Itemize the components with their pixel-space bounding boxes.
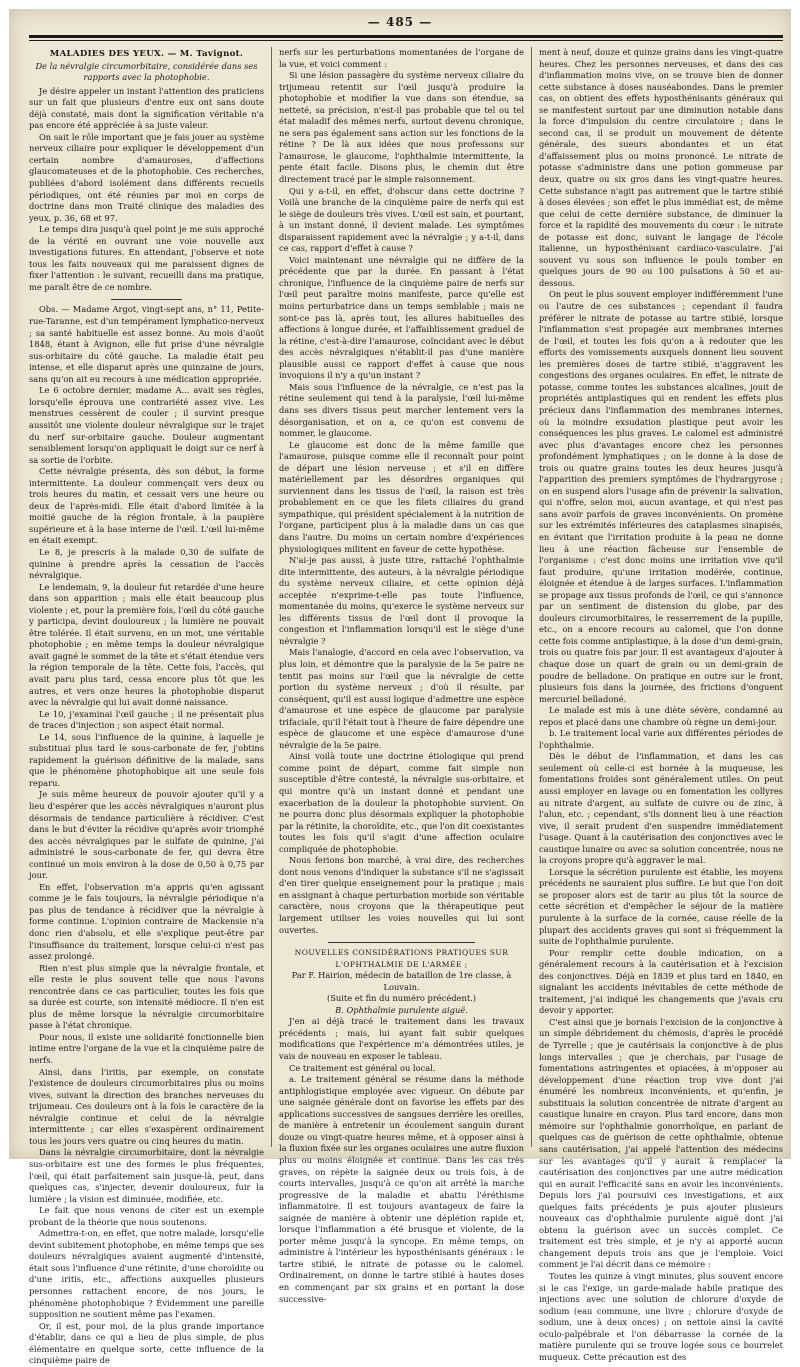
separator	[111, 299, 182, 300]
paragraph: Cette névralgie présenta, dès son début, la forme intermittente. La douleur commençait vers deux ou trois heures du matin, et cessait vers une heure ou deux de l'après-midi. Elle était d'abord limitée à la moitié gauche de la région frontale, à la paupière supérieure et à la base interne de l'œil. L'œil lui-même en était exempt.	[29, 466, 264, 546]
paragraph: Le 8, je prescris à la malade 0,30 de sulfate de quinine à prendre après la cessation de l'accès névralgique.	[29, 546, 264, 581]
paragraph: C'est ainsi que je bornais l'excision de la conjonctive à un simple débridement du chémosis, d'après le procédé de Tyrrelle ; que je cautérisais la conjonctive à de plus longs intervalles ; que je cherchais, par l'usage de fomentations astringentes et opiacées, à m'opposer au développement d'une réaction trop vive dont j'ai énuméré les nombreux inconvénients, et qu'enfin, je substituais la solution concentrée de nitrate d'argent au caustique lunaire en crayon. Plus tard encore, dans mon mémoire sur l'ophthalmie gonorrhoïque, en parlant de quelques cas de guérison de cette ophthalmie, obtenue sans cautérisation, j'ai appelé l'attention des médecins sur les avantages qu'il y aurait à remplacer la cautérisation des conjonctives par une autre médication qui en aurait l'efficacité sans en avoir les inconvénients. Depuis lors j'ai poursuivi ces investigations, et aux quelques faits précédents je puis ajouter plusieurs nouveaux cas d'ophthalmie purulente aiguë dont j'ai obtenu la guérison avec un succès complet. Ce traitement est très simple, et je n'y ai apporté aucun changement depuis trois ans que je l'emploie. Voici comment je l'ai décrit dans ce mémoire :	[539, 1016, 783, 1270]
paragraph: Si une lésion passagère du système nerveux ciliaire du trijumeau retentit sur l'œil jusqu'à produire la photophobie et modifier la vue dans son étendue, sa netteté, sa précision, n'est-il pas probable que tel ou tel état maladif des mêmes nerfs, surtout devenu chronique, ne sera pas également sans action sur les fonctions de la rétine ? De là aux idées que nous professons sur l'amaurose, le glaucome, l'ophthalmie intermittente, la pente était facile. Disons plus, le chemin dut être directement tracé par le simple raisonnement.	[279, 70, 524, 185]
column-right	[539, 47, 783, 1362]
paragraph: Mais sous l'influence de la névralgie, ce n'est pas la rétine seulement qui tend à la paralysie, l'œil lui-même dans ses divers tissus peut marcher lentement vers la désorganisation, et on a, ce qu'on est convenu de nommer, le glaucome.	[279, 381, 524, 439]
header-rule	[29, 35, 783, 38]
paragraph: Obs. — Madame Argot, vingt-sept ans, n° 11, Petite-rue-Taranne, est d'un tempérament lymphatico-nerveux ; sa santé habituelle est assez bonne. Au mois d'août 1848, étant à Avignon, elle fut prise d'une névralgie sus-orbitaire du côté gauche. La maladie était peu intense, et elle disparut après une quinzaine de jours, sans qu'on ait eu recours à une médication appropriée.	[29, 304, 264, 384]
paragraph: J'en ai déjà tracé le traitement dans les travaux précédents ; mais, lui ayant fait subir quelques modifications que l'expérience m'a démontrées utiles, je vais de nouveau en exposer le tableau.	[279, 1016, 524, 1062]
paragraph: Le fait que nous venons de citer est un exemple probant de la théorie que nous soutenons.	[29, 1205, 264, 1227]
paragraph: Ce traitement est général ou local.	[289, 1062, 436, 1073]
paragraph: Nous ferions bon marché, à vrai dire, des recherches dont nous venons d'indiquer la substance s'il ne s'agissait d'en tirer quelque enseignement pour la pratique ; mais en assignant à chaque perturbation morbide son véritable caractère, nous croyons que la thérapeutique peut largement utiliser les voies nouvelles qui lui sont ouvertes.	[279, 855, 524, 935]
subsection-title: B. Ophthalmie purulente aiguë.	[335, 1004, 468, 1015]
paragraph: Voici maintenant une névralgie qui ne diffère de la précédente que par la durée. En passant à l'état chronique, l'influence de la cinquième paire de nerfs sur l'œil peut paraître moins manifeste, parce qu'elle est moins perturbatrice dans un temps semblable ; mais ne sont-ce pas là, après tout, les allures habituelles des affections à longue durée, et l'affaiblissement graduel de la rétine, c'est-à-dire l'amaurose, coïncidant avec le début des accès névralgiques n'établit-il pas d'une manière plausible aussi ce rapport d'effet à cause que nous invoquions il n'y a qu'un instant ?	[279, 254, 524, 381]
paragraph: Dès le début de l'inflammation, et dans les cas seulement où celle-ci est bornée à la muqueuse, les fomentations froides sont généralement utiles. On peut aussi employer en lavage ou en fomentation les collyres au nitrate d'argent, au sulfate de cuivre ou de zinc, à l'alun, etc. ; cependant, s'ils donnent lieu à une réaction vive, il serait prudent d'en suspendre immédiatement l'usage. Quant à la cautérisation des conjonctives avec le caustique lunaire ou avec sa solution concentrée, nous ne la croyons propre qu'à aggraver le mal.	[539, 751, 783, 866]
paragraph: a. Le traitement général se résume dans la méthode antiphlogistique employée avec vigueur. On débute par une saignée générale dont on favorise les effets par des applications successives de sangsues derrière les oreilles, de manière à entretenir un écoulement sanguin durant douze ou vingt-quatre heures même, et à opposer ainsi à la fluxion fixée sur les organes oculaires une autre fluxion plus ou moins éloignée et continue. Dans les cas très graves, on répète la saignée deux ou trois fois, à de courts intervalles, jusqu'à ce qu'on ait arrêté la marche progressive de la maladie et abattu l'éréthisme inflammatoire. Il est toujours avantageux de faire la saignée de manière à obtenir une déplétion rapide et, lorsque l'inflammation a été brusque et violente, de la porter même jusqu'à la syncope. En même temps, on administre à l'intérieur les hyposthénisants généraux : le tartre stibié, le nitrate de potasse ou le calomel. Ordinairement, on donne le tartre stibié à hautes doses en commençant par six grains et en portant la dose successive-	[279, 1074, 524, 1304]
paragraph: Le 6 octobre dernier, madame A... avait ses règles, lorsqu'elle éprouva une contrariété assez vive. Les menstrues cessèrent de couler ; il survint presque aussitôt une violente douleur névralgique sur le trajet du nerf sur-orbitaire gauche. Douleur augmentant sensiblement lorsqu'on appliquait le doigt sur ce nerf à sa sortie de l'orbite.	[29, 385, 264, 465]
paragraph: Qui y a-t-il, en effet, d'obscur dans cette doctrine ? Voilà une branche de la cinquième paire de nerfs qui est le siège de douleurs très vives. L'œil est sain, et pourtant, à un instant donné, il devient malade. Les symptômes disparaissent rapidement avec la névralgie ; y a-t-il, dans ce cas, rapport d'effet à cause ?	[279, 185, 524, 254]
paragraph: Lorsque la sécrétion purulente est établie, les moyens précédents ne sauraient plus suffire. Le but que l'on doit se proposer alors est de tarir au plus tôt la source de cette sécrétion et d'empêcher le séjour de la matière purulente à la surface de la cornée, cause réelle de la plupart des accidents graves qui sont si fréquemment la suite de l'ophthalmie purulente.	[539, 866, 783, 947]
paragraph: On peut le plus souvent employer indifféremment l'une ou l'autre de ces substances ; cependant il faudra préférer le nitrate de potasse au tartre stibié, lorsque l'inflammation s'est propagée aux membranes internes de l'œil, et toutes les fois qu'on a à redouter que les efforts des vomissements auxquels donnent lieu souvent les premières doses de tartre stibié, n'aggravent les congestions des organes oculaires. En effet, le nitrate de potasse, comme toutes les substances alcalines, jouit de propriétés antiplastiques qui en rendent les effets plus précieux dans l'inflammation des membranes internes, où la moindre exsudation plastique peut avoir les conséquences les plus graves. Le calomel est administré avec plus d'avantages encore chez les personnes profondément lymphatiques ; on le donne à la dose de trois ou quatre grains toutes les deux heures jusqu'à l'apparition des premiers symptômes de l'hydrargyrose ; on en suspend alors l'usage afin de prévenir la salivation, qui n'offre, selon moi, aucun avantage, et qui n'est pas sans avoir parfois de graves inconvénients. On promène sur les extrémités inférieures des cataplasmes sinapisés, en évitant que l'irritation produite à la peau ne donne lieu à une réaction fâcheuse sur l'ensemble de l'organisme : c'est donc moins une irritation vive qu'il faut produire, qu'une irritation modérée, continue, éloignée et étendue à de larges surfaces. L'inflammation se propage aux tissus profonds de l'œil, ce qui s'annonce par un sentiment de distension du globe, par des douleurs circumorbitaires, le resserrement de la pupille, etc., on a encore recours au calomel, que l'on donne cette fois comme antiplastique, à la dose d'un demi-grain, trois ou quatre fois par jour. Il est avantageux d'ajouter à chaque dose un quart de grain ou un demi-grain de poudre de belladone. On pratique en outre sur le front, plusieurs fois dans la journée, des frictions d'onguent mercuriel belladoné.	[539, 289, 783, 704]
column-divider	[271, 47, 272, 1147]
paragraph: En effet, l'observation m'a appris qu'en agissant comme je le fais toujours, la névralgie périodique n'a pas plus de tendance à récidiver que la névralgie à forme continue. L'opinion contraire de Mackensie n'a donc rien d'absolu, et elle s'explique peut-être par l'insuffisance du traitement, lorsque celui-ci n'est pas assez prolongé.	[29, 881, 264, 962]
page-number: — 485 —	[367, 15, 433, 29]
paragraph: Dans la névralgie circumorbitaire, dont la névralgie sus-orbitaire est une des formes le plus fréquentes, l'œil, qui était parfaitement sain jusque-là, peut, dans quelques cas, s'injecter, devenir douloureux, fuir la lumière ; la vision est diminuée, modifiée, etc.	[29, 1147, 264, 1204]
column-left	[29, 47, 264, 1366]
paragraph: Le 14, sous l'influence de la quinine, à laquelle je substituai plus tard le sous-carbonate de fer, j'obtins rapidement la guérison définitive de la malade, sans que le phénomène photophobique ait une seule fois reparu.	[29, 731, 264, 788]
paragraph: Toutes les quinze à vingt minutes, plus souvent encore si le cas l'exige, un garde-malade habile pratique des injections avec une solution de chlorure d'oxyde de sodium (eau commune, une livre ; chlorure d'oxyde de sodium, une à deux onces) ; on nettoie ainsi la cavité oculo-palpébrale et l'on débarrasse la cornée de la matière purulente qui se trouve logée sous ce bourrelet muqueux. Cette précaution est des	[539, 1270, 783, 1362]
paragraph: On sait le rôle important que je fais jouer au système nerveux ciliaire pour expliquer le développement d'un certain nombre d'amauroses, d'affections glaucomateuses et de la photophobie. Ces recherches, publiées d'abord isolément dans différents recueils périodiques, ont été réunies par moi en corps de doctrine dans mon Traité clinique des maladies des yeux, p. 36, 68 et 97.	[29, 131, 264, 223]
newspaper-page	[9, 9, 791, 1366]
paragraph: Admettra-t-on, en effet, que notre malade, lorsqu'elle devint subitement photophobe, en même temps que ses douleurs névralgiques avaient augmenté d'intensité, était sous l'influence d'une rétinite, d'une choroïdite ou d'une iritis, etc., affections auxquelles plusieurs personnes rattachent encore, de nos jours, le phénomène photophobique ? Évidemment une pareille supposition ne soutient même pas l'examen.	[29, 1228, 264, 1320]
continued-note: (Suite et fin du numéro précédent.)	[326, 993, 477, 1004]
article-subtitle: De la névralgie circumorbitaire, considérée dans ses rapports avec la photophobie.	[35, 60, 258, 83]
byline: Par F. Hairion, médecin de bataillon de 1re classe, à Louvain.	[291, 970, 512, 992]
paragraph: Le glaucome est donc de la même famille que l'amaurose, puisque comme elle il reconnaît pour point de départ une lésion nerveuse ; et s'il en diffère matériellement par les désordres organiques qui surviennent dans les tissus de l'œil, la raison est très probablement en ce que les filets ciliaires du grand sympathique, qui président spécialement à la nutrition de l'organe, participent plus à la maladie dans un cas que dans l'autre. Du moins un certain nombre d'expériences physiologiques militent en faveur de cette hypothèse.	[279, 439, 524, 554]
paragraph: Rien n'est plus simple que la névralgie frontale, et elle reste le plus souvent telle que nous l'avons rencontrée dans ce cas particulier, toutes les fois que sa durée est courte, son intensité médiocre. Il n'en est plus de même lorsque la névralgie circumorbitaire passe à l'état chronique.	[29, 962, 264, 1031]
paragraph: Je désire appeler un instant l'attention des praticiens sur un fait que plusieurs d'entre eux ont sans doute déjà constaté, mais dont la signification véritable n'a pas encore été appréciée à sa juste valeur.	[29, 85, 264, 131]
paragraph: Ainsi, dans l'iritis, par exemple, on constate l'existence de douleurs circumorbitaires plus ou moins vives, suivant la direction des branches nerveuses du trijumeau. Ces douleurs ont à la fois le caractère de la névralgie continue et celui de la névralgie intermittente ; car elles s'exaspèrent ordinairement tous les jours vers quatre ou cinq heures du matin.	[29, 1066, 264, 1146]
header-rule-thin	[29, 40, 783, 41]
column-divider	[531, 47, 532, 1147]
section-title: NOUVELLES CONSIDÉRATIONS PRATIQUES SUR L'OPHTHALMIE DE L'ARMÉE ;	[294, 948, 509, 969]
paragraph: b. Le traitement local varie aux différentes périodes de l'ophthalmie.	[539, 728, 783, 750]
paragraph: Je suis même heureux de pouvoir ajouter qu'il y a lieu d'espérer que les accès névralgiques n'auront plus désormais de tendance particulière à récidiver. C'est dans le but d'éviter la récidive qu'après avoir triomphé des accès névralgiques par le sulfate de quinine, j'ai administré le sous-carbonate de fer, qui devra être continué un mois environ à la dose de 0,50 à 0,75 par jour.	[29, 789, 264, 881]
separator	[328, 942, 475, 943]
paragraph: Le 10, j'examinai l'œil gauche ; il ne présentait plus de traces d'injection ; son aspect était normal.	[29, 708, 264, 731]
paragraph: Mais l'analogie, d'accord en cela avec l'observation, va plus loin, et démontre que la paralysie de la 5e paire ne tentit pas moins sur l'œil que la névralgie de cette portion du système nerveux ; d'où il résulte, par conséquent, qu'il est aussi logique d'admettre une espèce d'amaurose et une espèce de glaucome par paralysie trifaciale, qu'il l'était tout à l'heure de faire dépendre une espèce de glaucome et une espèce d'amaurose d'une névralgie de la 5e paire.	[279, 647, 524, 750]
paragraph: Pour remplir cette double indication, on a généralement recours à la cautérisation et à l'excision des conjonctives. Déjà en 1839 et plus tard en 1840, en signalant les accidents inévitables de cette méthode de traitement, j'ai indiqué les changements que j'avais cru devoir y apporter.	[539, 947, 783, 1016]
paragraph: Le lendemain, 9, la douleur fut retardée d'une heure dans son apparition ; mais elle était beaucoup plus violente ; et, pour la première fois, l'œil du côté gauche y participa, devint douloureux ; la lumière ne pouvait être tolérée. Il était survenu, en un mot, une véritable photophobie ; en même temps la douleur névralgique avait gagné le sommet de la tête et s'était étendue vers la région temporale de la tête. Cette fois, l'accès, qui avait paru plus tard, cessa encore plus tôt que les autres, et vers onze heures la photophobie disparut avec la névralgie qui lui avait donné naissance.	[29, 581, 264, 708]
paragraph: nerfs sur les perturbations momentanées de l'organe de la vue, et voici comment :	[279, 47, 524, 69]
paragraph: Le malade est mis à une diète sévère, condamné au repos et placé dans une chambre où règne un demi-jour.	[539, 705, 783, 727]
paragraph: N'ai-je pas aussi, à juste titre, rattaché l'ophthalmie dite intermittente, des auteurs, à la névralgie périodique du système nerveux ciliaire, et cette opinion déjà acceptée n'exprime-t-elle pas toute l'influence, momentanée du moins, qu'exerce le système nerveux sur les différents tissus de l'œil dont il provoque la congestion et l'inflammation lorsqu'il est le siège d'une névralgie ?	[279, 555, 524, 646]
paragraph: Ainsi voilà toute une doctrine étiologique qui prend comme point de départ, comme fait simple non susceptible d'être contesté, la névralgie sus-orbitaire, et qui montre qu'à un instant donné et pendant une exacerbation de la douleur la photophobie survient. On ne pourra donc plus désormais expliquer la photophobie par la rétinite, la choroïdite, etc., que l'on dit coexistantes toutes les fois qu'il s'agit d'une affection oculaire compliquée de photophobie.	[279, 751, 524, 854]
paragraph: Or, il est, pour moi, de la plus grande importance d'établir, dans ce qui a lieu de plus simple, de plus élémentaire en quelque sorte, cette influence de la cinquième paire de	[29, 1320, 264, 1366]
article-title: MALADIES DES YEUX. — M. Tavignot.	[49, 49, 244, 59]
paragraph: ment à neuf, douze et quinze grains dans les vingt-quatre heures. Chez les personnes nerveuses, et dans des cas d'inflammation moins vive, on se trouve bien de donner cette substance à doses nauséabondes. Dans le premier cas, on obtient des effets hyposthénisants généraux qui se manifestent surtout par une diminution notable dans la force d'impulsion du centre circulatoire ; dans le second cas, il se produit un mouvement de détente générale, des sueurs abondantes et un état d'affaissement plus ou moins prononcé. Le nitrate de potasse s'administre dans une potion gommeuse par deux, quatre ou six gros dans les vingt-quatre heures. Cette substance n'agit pas autrement que le tartre stibié à doses élevées ; son effet le plus immédiat est, de même que celui de cette dernière substance, de diminuer la force et la rapidité des mouvements du cœur : le nitrate de potasse est donc, suivant le langage de l'école italienne, un hyposthénisant cardiaco-vasculaire. J'ai souvent vu sous son influence le pouls tomber en quelques jours de 90 ou 100 pulsations à 50 et au-dessous.	[539, 47, 783, 288]
paragraph: Pour nous, il existe une solidarité fonctionnelle bien intime entre l'organe de la vue et la cinquième paire de nerfs.	[29, 1031, 264, 1066]
paragraph: Le temps dira jusqu'à quel point je me suis approché de la vérité en ouvrant une voie nouvelle aux investigations futures. En attendant, j'observe et note tous les faits nouveaux qui me paraissent dignes de fixer l'attention : le suivant, recueilli dans ma pratique, me paraît être de ce nombre.	[29, 224, 264, 292]
column-middle	[279, 47, 524, 1304]
